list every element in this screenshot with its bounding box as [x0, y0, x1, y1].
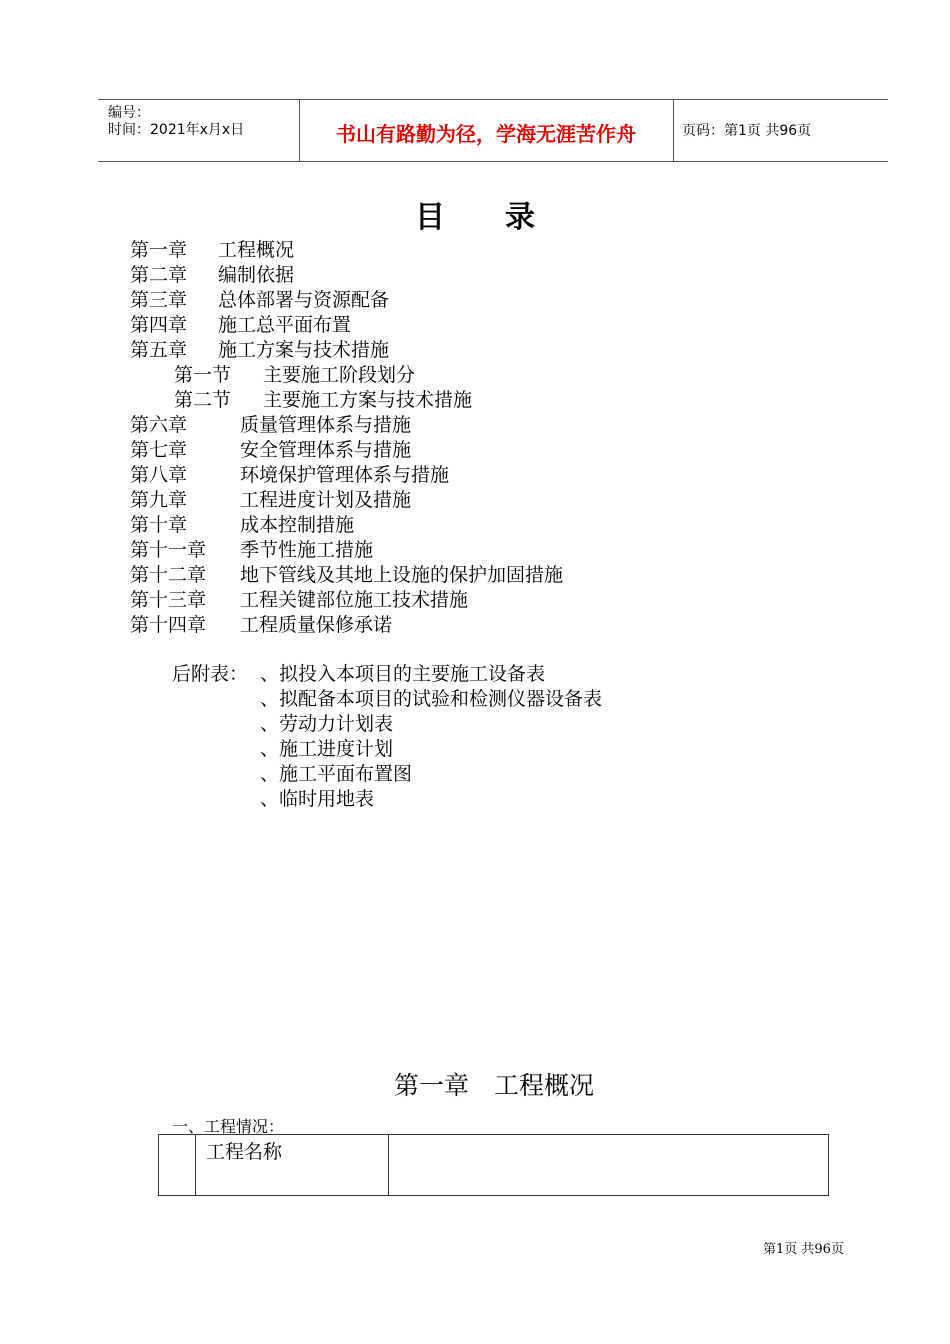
- toc-entry-number: 第九章: [130, 489, 188, 511]
- page-footer: 第1页 共96页: [763, 1242, 844, 1257]
- toc-entry-text: 工程关键部位施工技术措施: [240, 589, 469, 611]
- toc-entry[interactable]: [130, 538, 374, 563]
- toc-entry-number: 第十二章: [130, 564, 207, 586]
- appendix-item[interactable]: 、施工平面布置图: [260, 763, 413, 785]
- section-subheading: 一、工程情况：: [172, 1117, 285, 1136]
- appendix-item[interactable]: 、临时用地表: [260, 788, 375, 810]
- appendix-item[interactable]: 、拟投入本项目的主要施工设备表: [260, 663, 546, 685]
- toc-entry[interactable]: [130, 438, 412, 463]
- toc-entry-text: 质量管理体系与措施: [240, 414, 412, 436]
- toc-entry[interactable]: [130, 488, 412, 513]
- chapter-title: 第一章 工程概况: [393, 1071, 594, 1100]
- header-motto: 书山有路勤为径，学海无涯苦作舟: [336, 122, 636, 146]
- toc-entry-number: 第八章: [130, 464, 188, 486]
- page-header: [98, 99, 888, 162]
- toc-entry-number: 第二章: [130, 264, 188, 286]
- table-index-cell: [159, 1135, 196, 1196]
- toc-entry-text: 施工总平面布置: [218, 314, 352, 336]
- header-page-cell: [674, 100, 888, 161]
- header-left-cell: [98, 100, 300, 161]
- toc-entry[interactable]: [130, 413, 412, 438]
- toc-entry-number: 第三章: [130, 289, 188, 311]
- toc-entry-text: 施工方案与技术措施: [218, 339, 390, 361]
- toc-entry[interactable]: [130, 338, 390, 363]
- toc-entry[interactable]: [130, 288, 390, 313]
- toc-entry-number: 第一节: [174, 364, 232, 386]
- header-motto-cell: [299, 100, 674, 161]
- toc-entry[interactable]: [130, 313, 352, 338]
- toc-title: 目录: [415, 200, 595, 235]
- table-label-cell: 工程名称: [196, 1135, 389, 1196]
- table-of-contents: [130, 238, 564, 638]
- appendix-label: 后附表：: [172, 663, 249, 685]
- project-info-table: [158, 1134, 829, 1196]
- toc-entry-text: 编制依据: [218, 264, 295, 286]
- toc-entry-number: 第二节: [174, 389, 232, 411]
- toc-entry-number: 第七章: [130, 439, 188, 461]
- toc-section-entry[interactable]: [130, 363, 416, 388]
- toc-entry-number: 第六章: [130, 414, 188, 436]
- toc-entry-text: 成本控制措施: [240, 514, 355, 536]
- toc-entry[interactable]: [130, 463, 450, 488]
- toc-entry[interactable]: [130, 263, 295, 288]
- toc-entry-text: 安全管理体系与措施: [240, 439, 412, 461]
- toc-entry-number: 第四章: [130, 314, 188, 336]
- appendix-item[interactable]: 、劳动力计划表: [260, 713, 394, 735]
- toc-section-entry[interactable]: [130, 388, 473, 413]
- toc-entry-number: 第五章: [130, 339, 188, 361]
- project-name-value-cell[interactable]: [389, 1135, 829, 1196]
- toc-entry-number: 第十三章: [130, 589, 207, 611]
- appendix-item[interactable]: 、拟配备本项目的试验和检测仪器设备表: [260, 688, 603, 710]
- toc-entry-text: 环境保护管理体系与措施: [240, 464, 450, 486]
- toc-entry-text: 工程概况: [218, 239, 295, 261]
- toc-entry-text: 主要施工方案与技术措施: [263, 389, 473, 411]
- toc-entry-text: 季节性施工措施: [240, 539, 374, 561]
- appendix-item[interactable]: 、施工进度计划: [260, 738, 394, 760]
- document-number-label: 编号：: [108, 105, 150, 121]
- toc-entry-number: 第十一章: [130, 539, 207, 561]
- toc-entry[interactable]: [130, 563, 564, 588]
- toc-entry-text: 工程质量保修承诺: [240, 614, 393, 636]
- document-time-label: 时间：2021年x月x日: [108, 122, 245, 138]
- toc-entry-text: 工程进度计划及措施: [240, 489, 412, 511]
- toc-entry-number: 第一章: [130, 239, 188, 261]
- toc-entry-text: 主要施工阶段划分: [263, 364, 416, 386]
- table-row: [159, 1135, 829, 1196]
- toc-entry-number: 第十章: [130, 514, 188, 536]
- header-page-info: 页码：第1页 共96页: [682, 123, 812, 139]
- toc-entry[interactable]: [130, 588, 469, 613]
- toc-entry-number: 第十四章: [130, 614, 207, 636]
- toc-entry-text: 地下管线及其地上设施的保护加固措施: [240, 564, 564, 586]
- toc-entry[interactable]: [130, 613, 393, 638]
- toc-entry-text: 总体部署与资源配备: [218, 289, 390, 311]
- toc-entry[interactable]: [130, 513, 355, 538]
- toc-entry[interactable]: [130, 238, 295, 263]
